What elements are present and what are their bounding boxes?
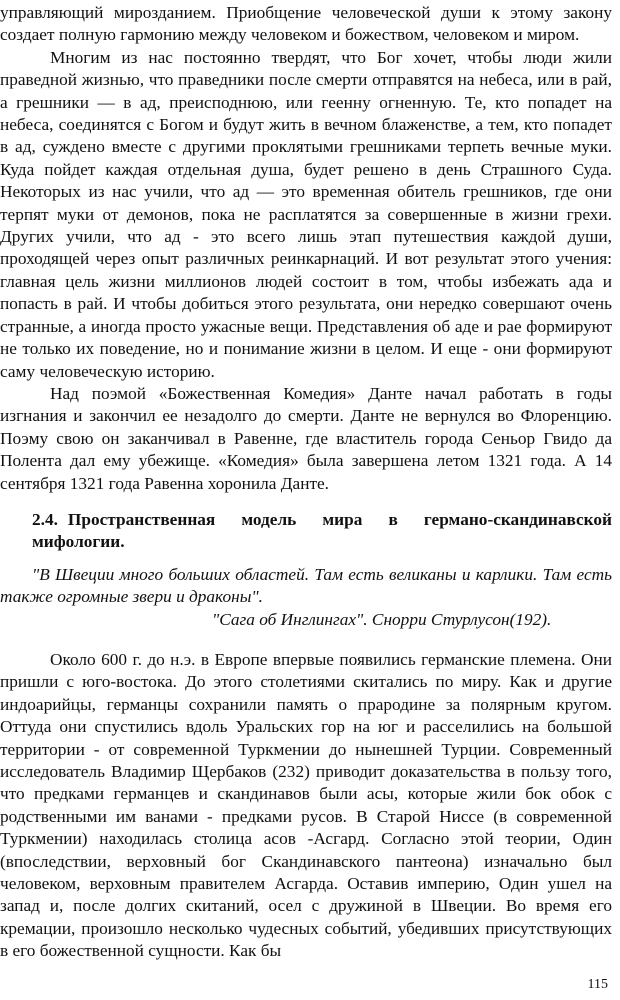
paragraph-continued: управляющий мирозданием. Приобщение человеческой души к этому закону создает полную гармонию между человеком и божеством, человеком и миром. (0, 3, 612, 45)
epigraph-quote: "В Швеции много больших областей. Там есть великаны и карлики. Там есть также огромные звери и драконы". (0, 564, 612, 607)
paragraph-germanic-tribes: Около 600 г. до н.э. в Европе впервые появились германские племена. Они пришли с юго-востока. До этого столетиями скитались по миру. Как и другие индоарийцы, германцы сохранили память о прародине за полярным кругом. Оттуда они спустились вдоль Уральских гор на юг и расселились на большой территории - от современной Туркмении до нынешней Турции. Современный исследователь Владимир Щербаков (232) приводит доказательства в пользу того, что предками германцев и скандинавов были асы, которые жили бок обок с родственными им ванами - предками русов. В Старой Ниссе (в современной Туркмении) находилась столица асов -Асгард. Согласно этой теории, Один (впоследствии, верховный бог Скандинавского пантеона) изначально был человеком, верховным правителем Асгарда. Оставив империю, Один ушел на запад и, после долгих скитаний, осел с дружиной в Швеции. Во время его кремации, произошло несколько чудесных событий, убедивших присутствующих в его божественной сущности. Как бы (0, 649, 612, 961)
paragraph-heaven-hell: Многим из нас постоянно твердят, что Бог хочет, чтобы люди жили праведной жизнью, что праведники после смерти отправятся на небеса, или в рай, а грешники — в ад, преисподнюю, или геенну огненную. Те, кто попадет на небеса, соединятся с Богом и будут жить в вечном блаженстве, а тем, кто попадет в ад, суждено вместе с другими проклятыми грешниками терпеть вечные муки. Куда пойдет каждая отдельная душа, будет решено в день Страшного Суда. Некоторых из нас учили, что ад — это временная обитель грешников, где они терпят муки от демонов, пока не расплатятся за совершенные в жизни грехи. Других учили, что ад - это всего лишь этап путешествия каждой души, проходящей через опыт различных реинкарнаций. И вот результат этого учения: главная цель жизни миллионов людей состоит в том, чтобы избежать ада и попасть в рай. И чтобы добиться этого результата, они нередко совершают очень странные, а иногда просто ужасные вещи. Представления об аде и рае формируют не только их поведение, но и понимание жизни в целом. И еще - они формируют саму человеческую историю. (0, 47, 612, 381)
epigraph-source: "Сага об Инглингах". Снорри Стурлусон(192). (212, 609, 552, 629)
paragraph-dante: Над поэмой «Божественная Комедия» Данте начал работать в годы изгнания и закончил ее незадолго до смерти. Данте не вернулся во Флоренцию. Поэму свою он заканчивал в Равенне, где властитель города Сеньор Гвидо да Полента дал ему убежище. «Комедия» была завершена летом 1321 года. А 14 сентября 1321 года Равенна хоронила Данте. (0, 383, 612, 493)
section-heading (0, 509, 612, 554)
page-number: 115 (587, 977, 608, 992)
section-number: 2.4. (32, 509, 58, 529)
section-title: Пространственная модель мира в германо-скандинавской мифологии. (32, 509, 612, 552)
